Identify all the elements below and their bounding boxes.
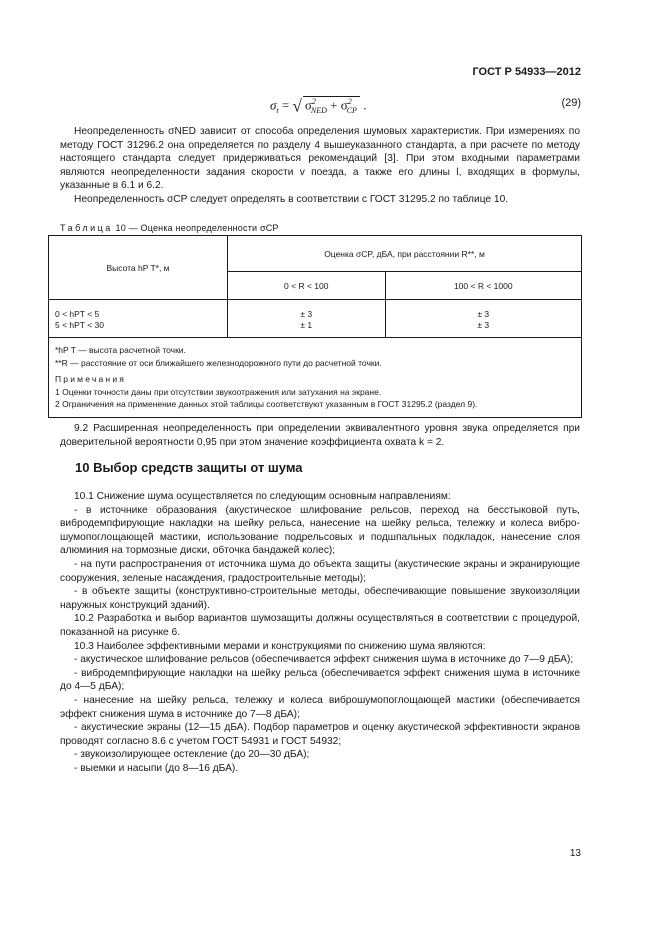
note-2: 2 Ограничения на применение данных этой таблицы соответствуют указанным в ГОСТ 31295.2 (раздел 9). xyxy=(55,399,478,409)
section-10-body xyxy=(60,490,580,775)
table-header-group: Оценка σCP, дБА, при расстоянии R**, м xyxy=(228,236,582,272)
table-caption-word: Таблица xyxy=(60,223,113,233)
list-item: - на пути распространения от источника шума до объекта защиты (акустические экраны и экранирующие сооружения, зеленые насаждения, градостроительные методы); xyxy=(60,558,580,584)
table-cell-heights xyxy=(49,300,228,338)
section-10-title: 10 Выбор средств защиты от шума xyxy=(75,460,303,475)
formula-term-a-sup: 2 xyxy=(311,97,316,106)
document-code: ГОСТ Р 54933—2012 xyxy=(472,66,581,78)
paragraph-10-3: 10.3 Наиболее эффективными мерами и конструкциями по снижению шума являются: xyxy=(74,640,486,652)
footnote-distance: **R — расстояние от оси ближайшего железнодорожного пути до расчетной точки. xyxy=(55,357,382,368)
table-footnotes xyxy=(49,338,582,418)
page-number: 13 xyxy=(569,848,581,859)
table-header-height: Высота hP T*, м xyxy=(49,236,228,300)
intro-paragraphs xyxy=(60,125,580,207)
row1-value-2: ± 3 xyxy=(477,309,490,319)
footnote-height: *hP T — высота расчетной точки. xyxy=(55,345,186,355)
formula-end: . xyxy=(363,97,367,113)
paragraph-10-2: 10.2 Разработка и выбор вариантов шумозащиты должны осуществляться в соответствии с процедурой, показанной на рисунке 6. xyxy=(60,613,580,638)
formula-number: (29) xyxy=(561,97,581,109)
row1-value-1: ± 3 xyxy=(300,309,313,319)
formula-lhs: σ xyxy=(270,97,277,113)
formula-term-a-sub: NED xyxy=(310,105,327,115)
table-caption xyxy=(60,223,279,233)
row1-height: 0 < hPT < 5 xyxy=(55,309,100,319)
list-item: - звукоизолирующее остекление (до 20—30 дБА); xyxy=(74,749,310,761)
formula-lhs-sub: t xyxy=(276,105,279,115)
paragraph-uncertainty-ned: Неопределенность σNED зависит от способа определения шумовых характеристик. При измерениях по методу ГОСТ 31296.2 она определяется по разделу 4 вышеуказанного стандарта, а при расчете по методу настоящего стандарта следует придерживаться рекомендаций [3]. При этом входными параметрами являются неопределенности задания скорости v поезда, а также его длины l, входящих в формулы, указанные в 6.1 и 6.2. xyxy=(60,126,580,192)
table-cell-range-1 xyxy=(228,300,386,338)
list-item: - в объекте защиты (конструктивно-строительные методы, обеспечивающие повышение звукоизоляции наружных конструкций зданий). xyxy=(60,586,580,611)
list-item: - в источнике образования (акустическое шлифование рельсов, переход на бесстыковой путь, вибродемпфирующие накладки на шейку рельса, нанесение на шейку рельса, тележку и колеса вибро-шумопоглощающей мастики, использование подрельсовых и подшпальных подкладок, нанесение слоя алюминия на тормозные диски, обточка бандажей колес); xyxy=(60,504,580,557)
formula-plus: + xyxy=(330,97,338,113)
list-item: - вибродемпфирующие накладки на шейку рельса (обеспечивается эффект снижения шума в источнике до 4—5 дБА); xyxy=(60,667,580,693)
paragraph-uncertainty-cp: Неопределенность σCP следует определять в соответствии с ГОСТ 31295.2 по таблице 10. xyxy=(74,193,509,205)
formula-term-b-sub: CP xyxy=(346,105,357,115)
list-item: - акустические экраны (12—15 дБА). Подбор параметров и оценку акустической эффективности экранов проводят согласно 8.6 с учетом ГОСТ 54931 и ГОСТ 54932; xyxy=(60,722,580,747)
row2-value-1: ± 1 xyxy=(300,320,313,330)
sqrt-icon: √ xyxy=(292,96,302,116)
row2-value-2: ± 3 xyxy=(477,320,490,330)
table-cell-range-2 xyxy=(385,300,581,338)
list-item: - акустическое шлифование рельсов (обеспечивается эффект снижения шума в источнике до 7—9 дБА); xyxy=(74,654,574,666)
list-item: - выемки и насыпи (до 8—16 дБА). xyxy=(74,762,239,774)
formula-term-a: σ xyxy=(304,97,312,113)
row2-height: 5 < hPT < 30 xyxy=(55,320,104,330)
formula-radicand xyxy=(303,96,360,115)
table-header-range-2: 100 < R < 1000 xyxy=(385,272,581,300)
formula-term-b-sup: 2 xyxy=(347,97,352,106)
list-item: - нанесение на шейку рельса, тележку и колеса виброшумопоглощающей мастики (обеспечивается эффект снижения шума в источнике до 7—8 дБА); xyxy=(60,694,580,720)
paragraph-9-2: 9.2 Расширенная неопределенность при определении эквивалентного уровня звука определяется при доверительной вероятности 0,95 при этом значение коэффициента охвата k = 2. xyxy=(60,423,580,448)
notes-title: Примечания xyxy=(55,374,127,384)
table-caption-text: 10 — Оценка неопределенности σCP xyxy=(115,223,279,233)
formula-term-b: σ xyxy=(340,97,348,113)
table-row xyxy=(49,300,582,338)
table-header-range-1: 0 < R < 100 xyxy=(228,272,386,300)
paragraph-9-2-block xyxy=(60,422,580,449)
formula-29: $\sigma_t$ = √ $\sigma^2_{NED} + \sigma^2_{CP}$ . xyxy=(270,96,367,116)
paragraph-10-1: 10.1 Снижение шума осуществляется по следующим основным направлениям: xyxy=(74,491,451,502)
table-10 xyxy=(48,235,582,418)
note-1: 1 Оценки точности даны при отсутствии звукоотражения или затухания на экране. xyxy=(55,386,382,397)
